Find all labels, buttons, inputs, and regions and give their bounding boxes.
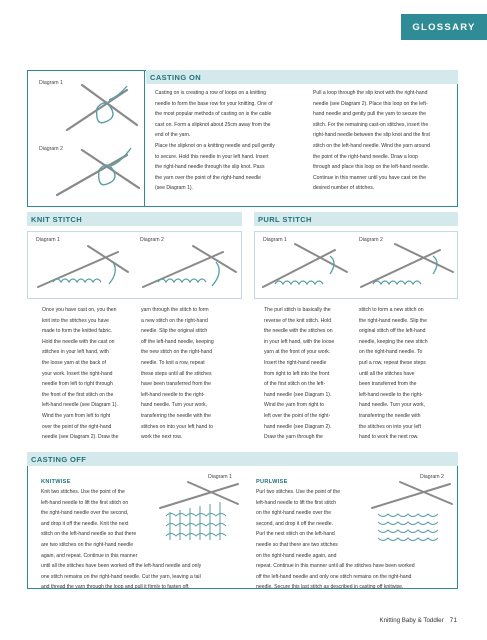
knitwise-text: Knit two stitches. Use the point of the left-hand needle to lift the first stitch on the right-hand needle over the second, and drop it off the needle. Knit the next stitch on the left-hand needle so that there are two stitches on the right-hand needle again, and repeat. Continue in this manner until all the stitches have been worked off the left-hand needle and only one stitch remains on the right-hand needle. Cut the yarn, leaving a tail and thread the yarn through the loop and pull it firmly to fasten off.	[41, 489, 202, 591]
knit-diagram2-label: Diagram 2	[140, 237, 164, 243]
purlwise-text: Purl two stitches. Use the point of the left-hand needle to lift the first stitch on the right-hand needle over the second, and drop it off the needle. Purl the next stitch on the left-hand needle so that there are two stitches on the right-hand needle again, and repeat. Continue in this manner until all the stitches have been worked off the left-hand needle and only one stitch remains on the right-hand needle. Secure this last stitch as described in casting off knitwise.	[256, 489, 415, 591]
casting-on-header: CASTING ON	[146, 70, 458, 84]
purl-diagram1-label: Diagram 1	[263, 237, 287, 243]
purl-stitch-col1: The purl stitch is basically the reverse of the knit stitch. Hold the needle with the stitches on in your left hand, with the loose yarn at the front of your work. Insert the right-hand needle from right to left into the front of the first stitch on the left- hand needle (see Diagram 1). Wind the yarn from right to left over the point of the right- hand needle (see Diagram 2). Draw the yarn through the	[264, 307, 335, 441]
casting-on-diagrams	[27, 70, 145, 207]
page-footer	[379, 617, 457, 624]
purl-stitch-header: PURL STITCH	[254, 212, 458, 226]
purlwise-diagram-label: Diagram 2	[420, 474, 444, 480]
purl-stitch-diagrams	[254, 231, 458, 299]
knit-stitch-header: KNIT STITCH	[27, 212, 242, 226]
purl-diagram2-label: Diagram 2	[359, 237, 383, 243]
casting-on-diagram1-label: Diagram 1	[39, 80, 63, 86]
purl-stitch-illustration	[255, 232, 459, 300]
casting-on-illustration	[27, 70, 145, 207]
casting-on-diagram2-label: Diagram 2	[39, 146, 63, 152]
purlwise-heading: PURLWISE	[256, 479, 288, 485]
knitwise-heading: KNITWISE	[41, 479, 71, 485]
casting-on-col1: Casting on is creating a row of loops on a knitting needle to form the base row for your knitting. One of the most popular methods of casting on is the cable cast on. Form a slipknot about 25cm away from the end of the yarn. Place the slipknot on a knitting needle and pull gently to secure. Hold this needle in your left hand. Insert the right-hand needle through the slip knot. Pass the yarn over the point of the right-hand needle (see Diagram 1).	[155, 90, 275, 192]
purl-stitch-col2: stitch to form a new stitch on the right-hand needle. Slip the original stitch off the left-hand needle, keeping the new stitch on the right-hand needle. To purl a row, repeat these steps until all the stitches have been transferred from the left-hand needle to the right- hand needle. Turn your work, transferring the needle with the stitches on into your left hand to work the next row.	[359, 307, 428, 441]
book-title: Knitting Baby & Toddler	[379, 617, 444, 624]
knit-diagram1-label: Diagram 1	[36, 237, 60, 243]
knit-stitch-col1: Once you have cast on, you then knit into the stitches you have made to form the knitted fabric. Hold the needle with the cast on stitches in your left hand, with the loose yarn at the back of your work. Insert the right-hand needle from left to right through the front of the first stitch on the left-hand needle (see Diagram 1). Wind the yarn from left to right over the point of the right-hand needle (see Diagram 2). Draw the	[42, 307, 119, 441]
glossary-tab: GLOSSARY	[401, 14, 487, 40]
knit-stitch-col2: yarn through the stitch to form a new stitch on the right-hand needle. Slip the original stitch off the left-hand needle, keeping the new stitch on the right-hand needle. To knit a row, repeat these steps until all the stitches have been transferred from the left-hand needle to the right- hand needle. Turn your work, transferring the needle with the stitches on into your left hand to work the next row.	[141, 307, 214, 441]
casting-on-col2: Pull a loop through the slip knot with the right-hand needle (see Diagram 2). Place this loop on the left- hand needle and gently pull the yarn to secure the stitch. For the remaining cast-on stitches, insert the right-hand needle between the slip knot and the first stitch on the left-hand needle. Wind the yarn around the point of the right-hand needle. Draw a loop through and place this loop on the left-hand needle. Continue in this manner until you have cast on the desired number of stitches.	[313, 90, 430, 192]
casting-off-header: CASTING OFF	[27, 452, 458, 466]
knit-stitch-illustration	[28, 232, 243, 300]
knitwise-diagram-label: Diagram 1	[208, 474, 232, 480]
page-number: 71	[449, 617, 457, 624]
knit-stitch-diagrams	[27, 231, 242, 299]
